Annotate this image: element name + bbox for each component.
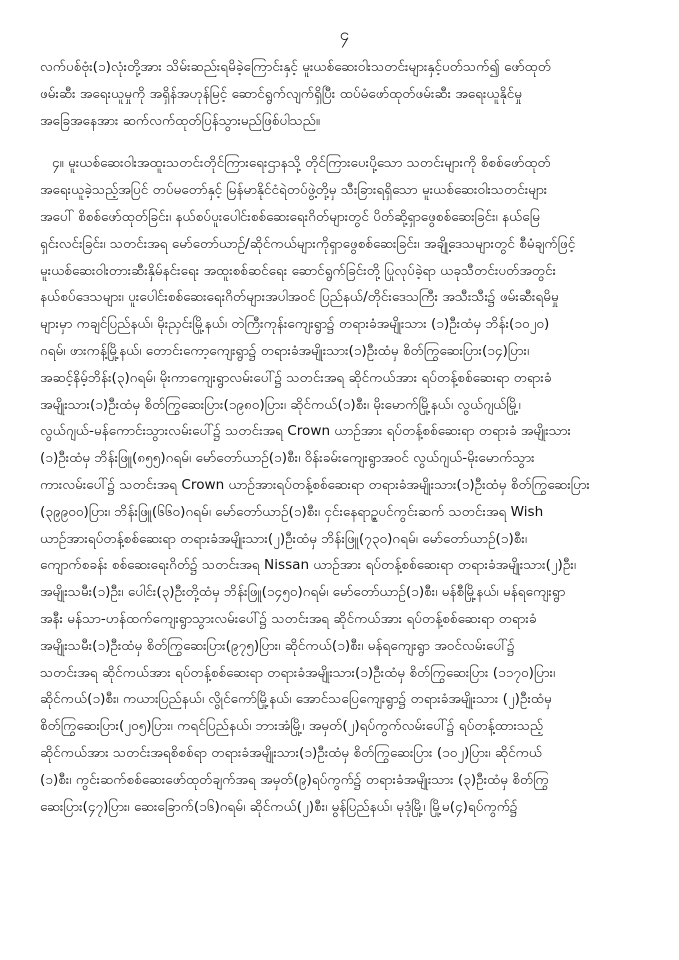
text-line: ရှင်းလင်းခြင်း၊ သတင်းအရ မော်တော်ယာဉ်/ဆိုင်ကယ်များကိုရှာဖွေစစ်ဆေးခြင်း၊ အချို့ဒေသများတွင် စီမံချက်ဖြင့် xyxy=(40,235,576,252)
text-line: (၁)ဦးထံမှ ဘိန်းဖြူ(၈၅၅)ဂရမ်၊ မော်တော်ယာဉ်(၁)စီး၊ ဝိန်းခမ်းကျေးရွာအဝင် လွယ်ဂျယ်-မိုးမောက်သွား xyxy=(40,450,535,467)
text-line: မူးယစ်ဆေးဝါးတားဆီးနှိမ်နင်းရေး အထူးစစ်ဆင်ရေး ဆောင်ရွက်ခြင်းတို့ ပြုလုပ်ခဲ့ရာ ယခုသီတင်းပတ်အတွင်း xyxy=(40,262,557,279)
text-line: အခြေအနေအား ဆက်လက်ထုတ်ပြန်သွားမည်ဖြစ်ပါသည်။ xyxy=(40,112,321,129)
text-line: အဆင့်နိမ့်ဘိန်း(၃)ဂရမ်၊ မိုးကာကျေးရွာလမ်းပေါ်၌ သတင်းအရ ဆိုင်ကယ်အား ရပ်တန့်စစ်ဆေးရာ တရားခံ xyxy=(40,369,552,386)
text-line: (၁)စီး၊ ကွင်းဆက်စစ်ဆေးဖော်ထုတ်ချက်အရ အမှတ်(၉)ရပ်ကွက်၌ တရားခံအမျိုးသား (၃)ဦးထံမှ စိတ်ကြွ xyxy=(40,771,549,788)
text-line: ဂရမ်၊ ဖားကန့်မြို့နယ်၊ တောင်းကော့ကျေးရွာ၌ တရားခံအမျိုးသား(၁)ဦးထံမှ စိတ်ကြွဆေးပြား(၁၄)ပြား၊ xyxy=(40,342,530,359)
text-line: နယ်စပ်ဒေသများ၊ ပူးပေါင်းစစ်ဆေးရေးဂိတ်များအပါအဝင် ပြည်နယ်/တိုင်းဒေသကြီး အသီးသီး၌ ဖမ်းဆီးရမိမှု xyxy=(40,289,559,306)
text-line: ယာဉ်အားရပ်တန့်စစ်ဆေးရာ တရားခံအမျိုးသား(၂)ဦးထံမှ ဘိန်းဖြူ(၇၃၀)ဂရမ်၊ မော်တော်ယာဉ်(၁)စီး၊ xyxy=(40,530,528,547)
text-line: လွယ်ဂျယ်-မန်ကောင်းသွားလမ်းပေါ်၌ သတင်းအရ Crown ယာဉ်အား ရပ်တန့်စစ်ဆေးရာ တရားခံ အမျိုးသား xyxy=(40,423,571,440)
text-line: သတင်းအရ ဆိုင်ကယ်အား ရပ်တန့်စစ်ဆေးရာ တရားခံအမျိုးသား(၁)ဦးထံမှ စိတ်ကြွဆေးပြား (၁၁၇၀)ပြား၊ xyxy=(40,664,556,681)
text-line: (၃၉၉၀၀)ပြား၊ ဘိန်းဖြူ(၆၆၀)ဂရမ်၊ မော်တော်ယာဉ်(၁)စီး၊ ငှင်းနေရာဥ္ဇပင်ကွင်းဆက် သတင်းအရ Wish xyxy=(40,503,544,520)
text-line: များမှာ ကချင်ပြည်နယ်၊ မိုးညှင်းမြို့နယ်၊ တဲကြီးကုန်းကျေးရွာ၌ တရားခံအမျိုးသား (၁)ဦးထံမှ ဘိန်း(၁၀၂၀) xyxy=(40,316,550,333)
text-line: အရေးယူခဲ့သည့်အပြင် တပ်မတော်နှင့် မြန်မာနိုင်ငံရဲတပ်ဖွဲ့တို့မှ သီးခြားရရှိသော မူးယစ်ဆေးဝါးသတင်းများ xyxy=(40,182,548,199)
text-line: ဆိုင်ကယ်အား သတင်းအရစိစစ်ရာ တရားခံအမျိုးသား(၁)ဦးထံမှ စိတ်ကြွဆေးပြား (၁၀၂)ပြား၊ ဆိုင်ကယ် xyxy=(40,744,543,761)
text-line: အနီး မန်သာ-ဟန်ထက်ကျေးရွာသွားလမ်းပေါ်၌ သတင်းအရ ဆိုင်ကယ်အား ရပ်တန့်စစ်ဆေးရာ တရားခံ xyxy=(40,610,537,627)
paragraph-spacer xyxy=(40,134,649,150)
text-line: လက်ပစ်ဗုံး(၁)လုံးတို့အား သိမ်းဆည်းရမိခဲ့ကြောင်းနှင့် မူးယစ်ဆေးဝါးသတင်းများနှင့်ပတ်သက်၍ ဖော်ထုတ် xyxy=(40,59,552,75)
text-line: ကားလမ်းပေါ်၌ သတင်းအရ Crown ယာဉ်အားရပ်တန့်စစ်ဆေးရာ တရားခံအမျိုးသား(၁)ဦးထံမှ စိတ်ကြွဆေးပြား xyxy=(40,476,590,493)
text-line: အပေါ် စိစစ်ဖော်ထုတ်ခြင်း၊ နယ်စပ်ပူးပေါင်းစစ်ဆေးရေးဂိတ်များတွင် ပိတ်ဆို့ရှာဖွေစစ်ဆေးခြင်း၊ နယ်မြေ xyxy=(40,208,540,225)
text-line: အမျိုးသမီး(၁)ဦးထံမှ စိတ်ကြွဆေးပြား(၉၇၅)ပြား၊ ဆိုင်ကယ်(၁)စီး၊ မန်ရကျေးရွာ အဝင်လမ်းပေါ်၌ xyxy=(40,637,515,654)
text-line: ၄။ မူးယစ်ဆေးဝါးအထူးသတင်းတိုင်ကြားရေးဌာနသို့ တိုင်ကြားပေးပို့သော သတင်းများကို စိစစ်ဖော်ထုတ် xyxy=(52,155,551,172)
text-line: အမျိုးသမီး(၁)ဦး၊ ပေါင်း(၃)ဦးတို့ထံမှ ဘိန်းဖြူ(၁၄၅၀)ဂရမ်၊ မော်တော်ယာဉ်(၁)စီး၊ မန်စီမြို့နယ်၊ မန်ရကျေးရွာ xyxy=(40,584,566,601)
text-line: ဆိုင်ကယ်(၁)စီး၊ ကယားပြည်နယ်၊ လွိုင်ကော်မြို့နယ်၊ အောင်သပြေကျေးရွာ၌ တရားခံအမျိုးသား (၂)ဦးထံမှ xyxy=(40,691,552,708)
text-line: အမျိုးသား(၁)ဦးထံမှ စိတ်ကြွဆေးပြား(၁၉၈၀)ပြား၊ ဆိုင်ကယ်(၁)စီး၊ မိုးမောက်မြို့နယ်၊ လွယ်ဂျယ်မြို့၊ xyxy=(40,396,521,413)
page-number: ၄ xyxy=(339,25,350,45)
text-line: စိတ်ကြွဆေးပြား(၂၀၅)ပြား၊ ကရင်ပြည်နယ်၊ ဘားအံမြို့၊ အမှတ်(၂)ရပ်ကွက်လမ်းပေါ်၌ ရပ်တန့်ထားသည့် xyxy=(40,718,544,735)
paragraph-1 xyxy=(40,54,649,134)
text-line: ကျောက်စခန်း စစ်ဆေးရေးဂိတ်၌ သတင်းအရ Nissan ယာဉ်အား ရပ်တန့်စစ်ဆေးရာ တရားခံအမျိုးသား(၂)ဦး၊ xyxy=(40,557,576,574)
paragraph-2 xyxy=(40,150,649,820)
text-line: ဖမ်းဆီး အရေးယူမှုကို အရှိန်အဟုန်မြင့် ဆောင်ရွက်လျက်ရှိပြီး ထပ်မံဖော်ထုတ်ဖမ်းဆီး အရေးယူနိုင်မှု xyxy=(40,85,523,102)
text-line: ဆေးပြား(၄၇)ပြား၊ ဆေးခြောက်(၁၆)ဂရမ်၊ ဆိုင်ကယ်(၂)စီး၊ မွန်ပြည်နယ်၊ မုဒုံမြို့၊ မြို့မ(၄)ရပ်ကွက်၌ xyxy=(40,798,518,815)
